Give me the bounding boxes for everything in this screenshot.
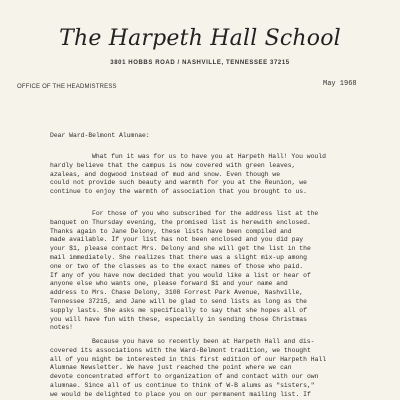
paragraph-2 — [50, 210, 390, 333]
paragraph-line: we would be delighted to place you on our permanent mailing list. If — [50, 390, 311, 398]
paragraph-3 — [50, 338, 390, 400]
paragraph-line: What fun it was for us to have you at Harpeth Hall! You would — [92, 153, 326, 160]
paragraph-line: could not provide such beauty and warmth for you at the Reunion, we — [50, 179, 307, 187]
salutation: Dear Ward-Belmont Alumnae: — [50, 132, 150, 139]
paragraph-1 — [50, 153, 390, 197]
letter-date: May 1968 — [323, 80, 357, 88]
paragraph-line: banquet on Thursday evening, the promised list is herewith enclosed. — [50, 218, 311, 226]
paragraph-line: you will have fun with these, especially in sending those Christmas — [50, 315, 307, 323]
paragraph-line: mail immediately. She realizes that there was a slight mix-up among — [50, 253, 307, 261]
paragraph-line: notes! — [50, 324, 74, 332]
paragraph-line: Because you have so recently been at Harpeth Hall and dis- — [92, 338, 315, 345]
paragraph-line: azaleas, and dogwood instead of mud and snow. Even though we — [50, 170, 281, 178]
paragraph-line: If any of you have now decided that you would like a list or hear of — [50, 271, 311, 279]
paragraph-line: For those of you who subscribed for the address list at the — [92, 210, 319, 217]
paragraph-line: devote concentrated effort to organization of and contact with our own — [50, 373, 319, 381]
paragraph-line: your $1, please contact Mrs. Delony and she will get the list in the — [50, 245, 311, 253]
paragraph-line: alumnae. Since all of us continue to think of W-B alums as "sisters," — [50, 381, 315, 389]
office-label: OFFICE OF THE HEADMISTRESS — [17, 84, 117, 90]
paragraph-line: continue to enjoy the warmth of association that you brought to us. — [50, 188, 307, 196]
paragraph-line: covered its associations with the Ward-Belmont tradition, we thought — [50, 346, 311, 354]
paragraph-line: all of you might be interested in this first edition of our Harpeth Hall — [50, 355, 327, 363]
paragraph-line: Thanks again to Jane Delony, these lists have been compiled and — [50, 227, 292, 235]
paragraph-line: address to Mrs. Chase Delony, 3108 Forrest Park Avenue, Nashville, — [50, 289, 304, 297]
paragraph-line: Alumnae Newsletter. We have just reached the point where we can — [50, 364, 292, 372]
school-address: 3801 HOBBS ROAD / NASHVILLE, TENNESSEE 37215 — [110, 60, 290, 66]
paragraph-line: made available. If your list has not been enclosed and you did pay — [50, 236, 304, 244]
paragraph-line: supply lasts. She asks me specifically to say that she hopes all of — [50, 306, 307, 314]
paragraph-line: one or two of the classes as to the exact names of those who paid. — [50, 262, 304, 270]
paragraph-line: hardly believe that the campus is now covered with green leaves, — [50, 161, 296, 169]
paragraph-line: Tennessee 37215, and Jane will be glad to send lists as long as the — [50, 297, 307, 305]
paragraph-line: anyone else who wants one, please forward $1 and your name and — [50, 280, 288, 288]
school-name-heading: The Harpeth Hall School — [59, 26, 341, 51]
